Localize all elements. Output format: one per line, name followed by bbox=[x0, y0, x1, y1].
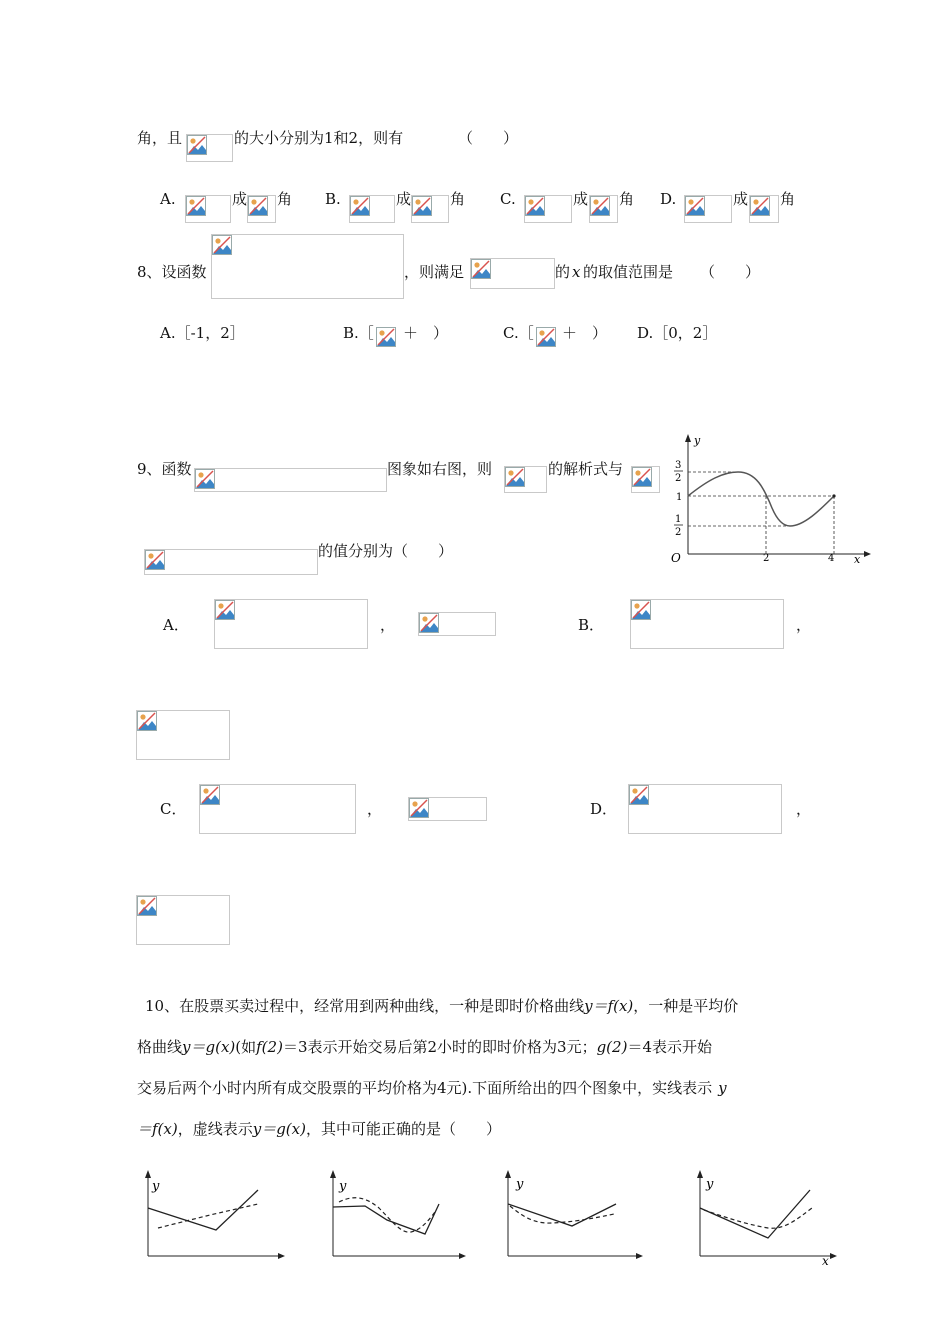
formula-image bbox=[589, 195, 618, 223]
formula-image bbox=[136, 710, 230, 760]
x-tick-2: 2 bbox=[763, 553, 770, 564]
y-axis-arrow-icon bbox=[330, 1170, 336, 1178]
piecewise-function-image bbox=[211, 234, 404, 299]
broken-image-icon bbox=[200, 785, 220, 805]
q7-option-d-mid: 成 bbox=[733, 190, 749, 208]
q9-stem-b: 图象如右图，则 bbox=[387, 460, 493, 478]
q10-text: ＝4表示开始 bbox=[627, 1038, 712, 1056]
broken-image-icon bbox=[212, 235, 232, 255]
y-axis-arrow-icon bbox=[145, 1170, 151, 1178]
q7-option-d-label: D. bbox=[660, 190, 677, 208]
curve-endpoint bbox=[832, 494, 835, 497]
dashed-average-line bbox=[510, 1206, 614, 1223]
broken-image-icon bbox=[525, 196, 545, 216]
formula-image bbox=[524, 195, 572, 223]
broken-image-icon bbox=[505, 467, 525, 487]
formula-image bbox=[411, 195, 449, 223]
x-axis-arrow-icon bbox=[864, 551, 871, 557]
formula-image bbox=[194, 468, 387, 492]
q7-intro-a: 角，且 bbox=[137, 129, 183, 147]
q7-option-b-mid: 成 bbox=[396, 190, 412, 208]
y-axis-arrow-icon bbox=[505, 1170, 511, 1178]
broken-image-icon bbox=[409, 798, 429, 818]
q7-option-a-mid: 成 bbox=[232, 190, 248, 208]
q9-function-graph bbox=[668, 430, 873, 566]
formula-image bbox=[631, 466, 660, 493]
y-axis-label: y bbox=[152, 1179, 160, 1194]
formula-image bbox=[418, 612, 496, 636]
broken-image-icon bbox=[419, 613, 439, 633]
x-axis-arrow-icon bbox=[278, 1253, 285, 1259]
solid-price-line bbox=[148, 1190, 258, 1230]
function-curve bbox=[688, 472, 834, 526]
q10-formula-f: y＝f(x) bbox=[584, 997, 634, 1015]
q8-stem-c: 的 bbox=[555, 263, 571, 281]
y-tick-1: 1 bbox=[676, 492, 683, 503]
comma: ， bbox=[380, 616, 396, 634]
q7-option-a-end: 角 bbox=[277, 190, 293, 208]
q8-stem-var: x bbox=[572, 263, 581, 281]
formula-image bbox=[185, 195, 231, 223]
broken-image-icon bbox=[145, 550, 165, 570]
q7-option-a-label: A. bbox=[160, 190, 176, 208]
dashed-average-line bbox=[339, 1198, 435, 1232]
y-tick-3-2-num: 3 bbox=[675, 460, 682, 471]
broken-image-icon bbox=[350, 196, 370, 216]
y-axis-label: y bbox=[339, 1179, 347, 1194]
broken-image-icon bbox=[750, 196, 770, 216]
x-axis-arrow-icon bbox=[830, 1253, 837, 1259]
x-axis-arrow-icon bbox=[636, 1253, 643, 1259]
formula-image bbox=[630, 599, 784, 649]
formula-image bbox=[136, 895, 230, 945]
q10-text: 10、在股票买卖过程中，经常用到两种曲线，一种是即时价格曲线 bbox=[145, 997, 585, 1015]
broken-image-icon bbox=[137, 711, 157, 731]
q10-graph-a bbox=[140, 1168, 288, 1266]
formula-image bbox=[144, 549, 318, 575]
q10-formula-g: y＝g(x) bbox=[182, 1038, 236, 1056]
q10-line-1 bbox=[145, 996, 738, 1016]
formula-image bbox=[628, 784, 782, 834]
solid-price-line bbox=[700, 1190, 810, 1238]
q9-option-c-label: C． bbox=[160, 800, 187, 818]
q10-text: ＝3表示开始交易后第2小时的即时价格为3元； bbox=[282, 1038, 597, 1056]
y-axis-arrow-icon bbox=[685, 434, 691, 442]
q10-graph-c bbox=[500, 1168, 648, 1266]
q7-option-c-end: 角 bbox=[619, 190, 635, 208]
broken-image-icon bbox=[632, 467, 652, 487]
q10-formula: ＝f(x) bbox=[137, 1120, 178, 1138]
q9-stem-a: 9、函数 bbox=[137, 460, 192, 478]
formula-image bbox=[504, 466, 547, 493]
formula-image bbox=[214, 599, 368, 649]
x-tick-4: 4 bbox=[828, 553, 835, 564]
broken-image-icon bbox=[471, 259, 491, 279]
q7-answer-paren: （ ） bbox=[458, 129, 519, 147]
y-tick-1-2-den: 2 bbox=[675, 527, 682, 538]
broken-image-icon bbox=[215, 600, 235, 620]
solid-price-line bbox=[333, 1204, 439, 1234]
broken-image-icon bbox=[248, 196, 268, 216]
q9-option-b-label: B． bbox=[578, 616, 605, 634]
q10-graph-d bbox=[692, 1168, 842, 1266]
y-axis-arrow-icon bbox=[697, 1170, 703, 1178]
y-tick-3-2-den: 2 bbox=[675, 473, 682, 484]
q8-answer-paren: （ ） bbox=[700, 263, 761, 281]
q8-option-c-post: ＋ ） bbox=[562, 324, 608, 342]
q8-option-c-pre: C.［ bbox=[503, 324, 534, 342]
formula-image bbox=[247, 195, 276, 223]
y-tick-1-2-num: 1 bbox=[675, 514, 682, 525]
q7-option-b-label: B. bbox=[325, 190, 341, 208]
q8-option-a: A.［-1，2］ bbox=[160, 324, 245, 342]
broken-image-icon bbox=[137, 896, 157, 916]
q8-option-b-pre: B.［ bbox=[343, 324, 374, 342]
q7-option-c-mid: 成 bbox=[573, 190, 589, 208]
q10-text: ，一种是平均价 bbox=[633, 997, 739, 1015]
q10-text: 格曲线 bbox=[137, 1038, 183, 1056]
q8-option-b-post: ＋ ） bbox=[403, 324, 449, 342]
q10-formula: g(2) bbox=[596, 1038, 628, 1056]
formula-image bbox=[684, 195, 732, 223]
q7-option-d-end: 角 bbox=[780, 190, 796, 208]
formula-image bbox=[470, 258, 555, 289]
q10-text: ，虚线表示 bbox=[177, 1120, 253, 1138]
q7-option-c-label: C. bbox=[500, 190, 516, 208]
q9-stem-c: 的解析式与 bbox=[548, 460, 624, 478]
broken-image-icon bbox=[187, 135, 207, 155]
broken-image-icon bbox=[536, 327, 556, 347]
q8-stem-d: 的取值范围是 bbox=[583, 263, 674, 281]
q10-text: (如 bbox=[235, 1038, 257, 1056]
comma: ， bbox=[796, 616, 812, 634]
formula-image bbox=[749, 195, 779, 223]
formula-image bbox=[408, 797, 487, 821]
q10-line-3 bbox=[137, 1078, 727, 1098]
q10-text: 交易后两个小时内所有成交股票的平均价格为4元).下面所给出的四个图象中，实线表示 bbox=[137, 1079, 713, 1097]
x-axis-label: x bbox=[822, 1254, 829, 1266]
broken-image-icon bbox=[629, 785, 649, 805]
comma: ， bbox=[796, 800, 812, 818]
q10-graph-b bbox=[325, 1168, 473, 1266]
q10-line-4 bbox=[137, 1119, 501, 1139]
q8-stem-b: ，则满足 bbox=[404, 263, 465, 281]
q7-option-b-end: 角 bbox=[450, 190, 466, 208]
broken-image-icon bbox=[631, 600, 651, 620]
formula-image bbox=[376, 327, 396, 347]
q7-intro-b: 的大小分别为1和2，则有 bbox=[234, 129, 404, 147]
dashed-average-line bbox=[704, 1208, 812, 1228]
q10-text: ，其中可能正确的是（ ） bbox=[305, 1120, 501, 1138]
y-axis-label: y bbox=[694, 434, 701, 447]
x-axis-label: x bbox=[854, 553, 861, 566]
q9-option-a-label: A． bbox=[163, 616, 189, 634]
x-axis-arrow-icon bbox=[459, 1253, 466, 1259]
broken-image-icon bbox=[590, 196, 610, 216]
formula-image bbox=[186, 134, 233, 162]
q8-stem-a: 8、设函数 bbox=[137, 263, 207, 281]
q10-formula: f(2) bbox=[256, 1038, 283, 1056]
q8-option-d: D.［0，2］ bbox=[637, 324, 718, 342]
origin-label: O bbox=[671, 551, 681, 565]
y-axis-label: y bbox=[706, 1177, 714, 1192]
comma: ， bbox=[367, 800, 383, 818]
q9-option-d-label: D． bbox=[590, 800, 618, 818]
broken-image-icon bbox=[376, 327, 396, 347]
q10-formula: y bbox=[718, 1079, 727, 1097]
broken-image-icon bbox=[195, 469, 215, 489]
broken-image-icon bbox=[186, 196, 206, 216]
y-axis-label: y bbox=[516, 1177, 524, 1192]
formula-image bbox=[349, 195, 395, 223]
broken-image-icon bbox=[685, 196, 705, 216]
formula-image bbox=[199, 784, 356, 834]
q9-stem-d: 的值分别为（ ） bbox=[318, 542, 454, 560]
broken-image-icon bbox=[412, 196, 432, 216]
q10-line-2 bbox=[137, 1037, 712, 1057]
q10-formula: y＝g(x) bbox=[252, 1120, 306, 1138]
formula-image bbox=[536, 327, 556, 347]
